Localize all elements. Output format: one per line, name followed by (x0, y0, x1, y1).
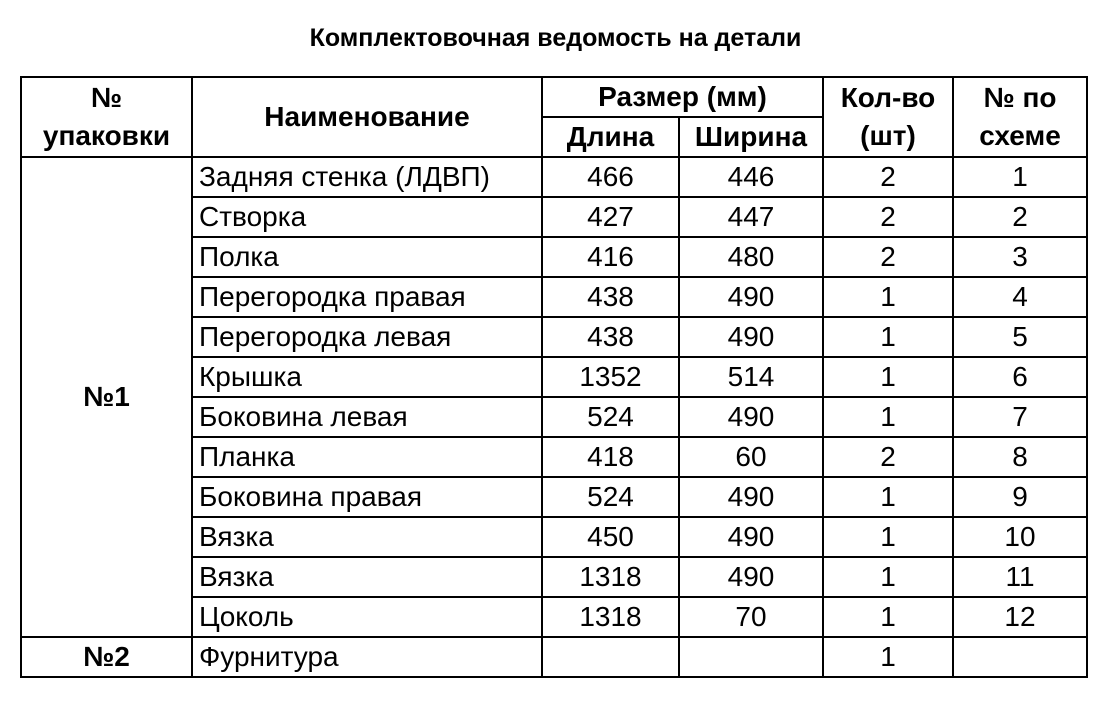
scheme-cell: 10 (953, 517, 1087, 557)
length-cell: 524 (542, 477, 679, 517)
header-qty-line2: (шт) (860, 120, 916, 151)
qty-cell: 2 (823, 437, 953, 477)
length-cell: 450 (542, 517, 679, 557)
header-pack-line1: № (90, 82, 123, 113)
part-name-cell: Вязка (192, 557, 542, 597)
header-size: Размер (мм) (542, 77, 823, 117)
qty-cell: 2 (823, 197, 953, 237)
table-row (21, 637, 1087, 677)
part-name-cell: Боковина левая (192, 397, 542, 437)
width-cell (679, 637, 823, 677)
qty-cell: 1 (823, 557, 953, 597)
length-cell: 524 (542, 397, 679, 437)
qty-cell: 1 (823, 517, 953, 557)
length-cell: 1318 (542, 557, 679, 597)
scheme-cell: 4 (953, 277, 1087, 317)
scheme-cell: 1 (953, 157, 1087, 197)
length-cell: 1318 (542, 597, 679, 637)
part-name-cell: Боковина правая (192, 477, 542, 517)
header-scheme-line2: схеме (979, 120, 1061, 151)
scheme-cell: 2 (953, 197, 1087, 237)
document-title: Комплектовочная ведомость на детали (309, 24, 802, 52)
part-name-cell: Крышка (192, 357, 542, 397)
length-cell (542, 637, 679, 677)
header-qty (823, 77, 953, 157)
scheme-cell: 8 (953, 437, 1087, 477)
qty-cell: 1 (823, 357, 953, 397)
part-name-cell: Задняя стенка (ЛДВП) (192, 157, 542, 197)
width-cell: 447 (679, 197, 823, 237)
width-cell: 490 (679, 517, 823, 557)
qty-cell: 1 (823, 397, 953, 437)
qty-cell: 2 (823, 237, 953, 277)
width-cell: 60 (679, 437, 823, 477)
length-cell: 427 (542, 197, 679, 237)
header-length: Длина (542, 117, 679, 157)
width-cell: 70 (679, 597, 823, 637)
length-cell: 1352 (542, 357, 679, 397)
header-width: Ширина (679, 117, 823, 157)
width-cell: 490 (679, 317, 823, 357)
length-cell: 416 (542, 237, 679, 277)
package-label: №1 (21, 157, 192, 637)
length-cell: 438 (542, 317, 679, 357)
header-name: Наименование (192, 77, 542, 157)
width-cell: 490 (679, 557, 823, 597)
scheme-cell: 9 (953, 477, 1087, 517)
scheme-cell: 5 (953, 317, 1087, 357)
part-name-cell: Фурнитура (192, 637, 542, 677)
qty-cell: 1 (823, 477, 953, 517)
qty-cell: 1 (823, 597, 953, 637)
header-pack-line2: упаковки (42, 120, 171, 151)
table-body (21, 157, 1087, 677)
part-name-cell: Перегородка правая (192, 277, 542, 317)
part-name-cell: Цоколь (192, 597, 542, 637)
parts-table (20, 76, 1088, 678)
part-name-cell: Вязка (192, 517, 542, 557)
length-cell: 438 (542, 277, 679, 317)
width-cell: 446 (679, 157, 823, 197)
qty-cell: 1 (823, 277, 953, 317)
width-cell: 490 (679, 397, 823, 437)
width-cell: 480 (679, 237, 823, 277)
width-cell: 490 (679, 277, 823, 317)
scheme-cell: 7 (953, 397, 1087, 437)
part-name-cell: Планка (192, 437, 542, 477)
header-pack (21, 77, 192, 157)
qty-cell: 1 (823, 317, 953, 357)
part-name-cell: Перегородка левая (192, 317, 542, 357)
header-scheme (953, 77, 1087, 157)
table-row (21, 157, 1087, 197)
scheme-cell: 12 (953, 597, 1087, 637)
scheme-cell: 11 (953, 557, 1087, 597)
part-name-cell: Створка (192, 197, 542, 237)
scheme-cell: 6 (953, 357, 1087, 397)
qty-cell: 1 (823, 637, 953, 677)
header-scheme-line1: № по (983, 82, 1057, 113)
scheme-cell: 3 (953, 237, 1087, 277)
length-cell: 418 (542, 437, 679, 477)
package-label: №2 (21, 637, 192, 677)
header-qty-line1: Кол-во (840, 82, 936, 113)
scheme-cell (953, 637, 1087, 677)
length-cell: 466 (542, 157, 679, 197)
part-name-cell: Полка (192, 237, 542, 277)
header-row (21, 77, 1087, 117)
width-cell: 490 (679, 477, 823, 517)
qty-cell: 2 (823, 157, 953, 197)
width-cell: 514 (679, 357, 823, 397)
